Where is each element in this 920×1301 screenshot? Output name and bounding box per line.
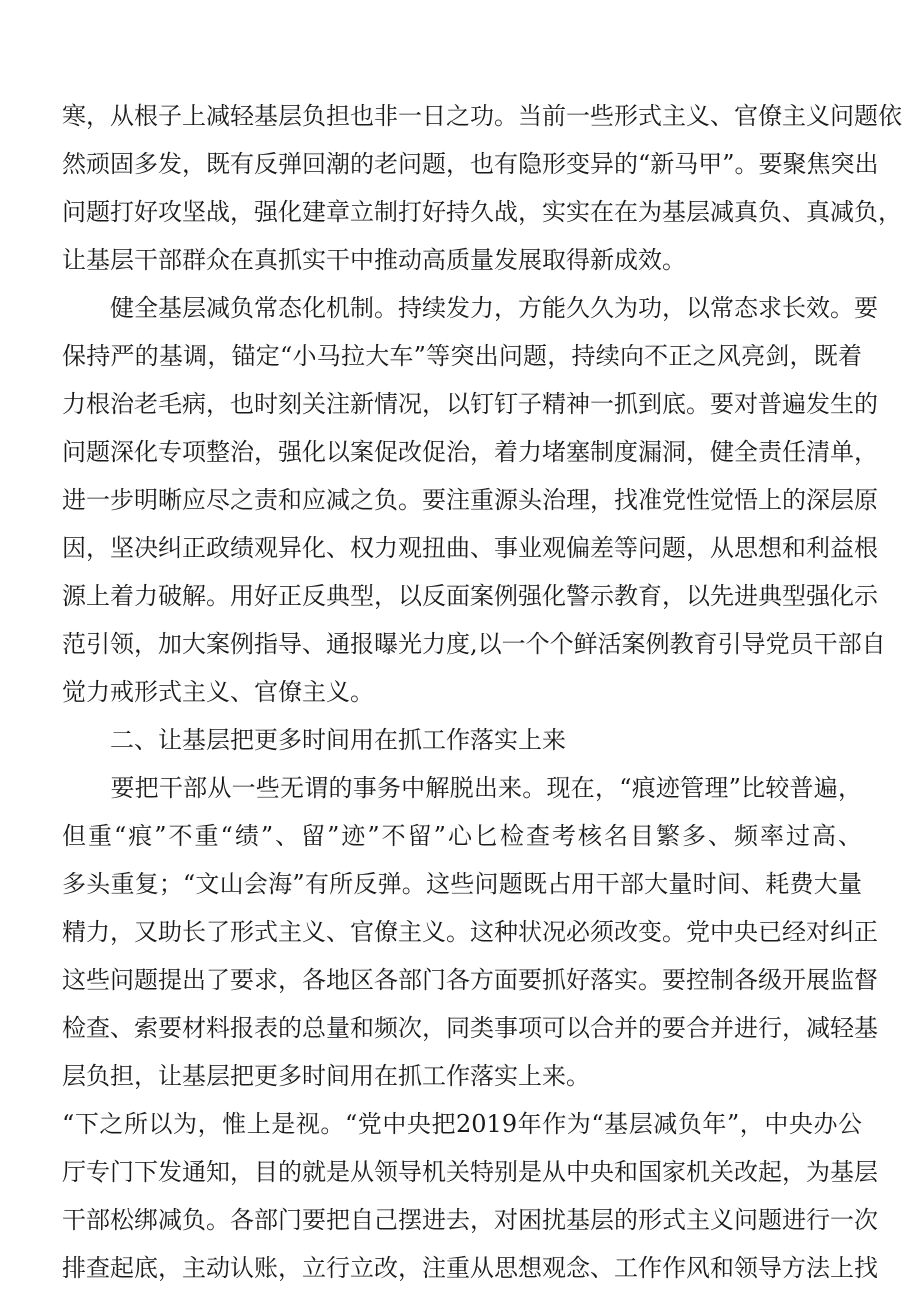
paragraph-4-line: 排查起底，主动认账，立行立改，注重从思想观念、工作作风和领导方法上找: [62, 1254, 878, 1282]
paragraph-2-line: 保持严的基调，锚定“小马拉大车”等突出问题，持续向不正之风亮剑，既着: [62, 342, 862, 370]
paragraph-2-line: 进一步明晰应尽之责和应减之负。要注重源头治理，找准党性觉悟上的深层原: [62, 486, 878, 514]
paragraph-3-line: 这些问题提出了要求，各地区各部门各方面要抓好落实。要控制各级开展监督: [62, 966, 878, 994]
paragraph-2-line: 力根治老毛病，也时刻关注新情况，以钉钉子精神一抓到底。要对普遍发生的: [62, 390, 878, 418]
paragraph-2-line: 问题深化专项整治，强化以案促改促治，着力堵塞制度漏洞，健全责任清单，: [62, 438, 878, 466]
paragraph-1-line: 让基层干部群众在真抓实干中推动高质量发展取得新成效。: [62, 246, 686, 274]
paragraph-3-line: 层负担，让基层把更多时间用在抓工作落实上来。: [62, 1062, 590, 1090]
paragraph-3-line: 要把干部从一些无谓的事务中解脱出来。现在，“痕迹管理”比较普遍，: [62, 774, 862, 802]
paragraph-2-line: 健全基层减负常态化机制。持续发力，方能久久为功，以常态求长效。要: [62, 294, 878, 322]
paragraph-3-line: 多头重复；“文山会海”有所反弹。这些问题既占用干部大量时间、耗费大量: [62, 870, 862, 898]
section-heading: 二、让基层把更多时间用在抓工作落实上来: [62, 726, 566, 754]
paragraph-2-line: 范引领，加大案例指导、通报曝光力度,以一个个鲜活案例教育引导党员干部自: [62, 630, 886, 658]
paragraph-1-line: 然顽固多发，既有反弹回潮的老问题，也有隐形变异的“新马甲”。要聚焦突出: [62, 150, 879, 178]
paragraph-4-line: “下之所以为，惟上是视。“党中央把2019年作为“基层减负年”，中央办公: [62, 1110, 862, 1138]
paragraph-3-line: 精力，又助长了形式主义、官僚主义。这种状况必须改变。党中央已经对纠正: [62, 918, 878, 946]
paragraph-2-line: 觉力戒形式主义、官僚主义。: [62, 678, 374, 706]
paragraph-1-line: 寒，从根子上减轻基层负担也非一日之功。当前一些形式主义、官僚主义问题依: [62, 102, 902, 130]
paragraph-2-line: 源上着力破解。用好正反典型，以反面案例强化警示教育，以先进典型强化示: [62, 582, 878, 610]
paragraph-1-line: 问题打好攻坚战，强化建章立制打好持久战，实实在在为基层减真负、真减负，: [62, 198, 902, 226]
paragraph-2-line: 因，坚决纠正政绩观异化、权力观扭曲、事业观偏差等问题，从思想和利益根: [62, 534, 878, 562]
paragraph-3-line: 检查、索要材料报表的总量和频次，同类事项可以合并的要合并进行，减轻基: [62, 1014, 878, 1042]
paragraph-4-line: 干部松绑减负。各部门要把自己摆进去，对困扰基层的形式主义问题进行一次: [62, 1206, 878, 1234]
document-body: [62, 92, 902, 1292]
paragraph-4-line: 厅专门下发通知，目的就是从领导机关特别是从中央和国家机关改起，为基层: [62, 1158, 878, 1186]
paragraph-3-line: 但重“痕”不重“绩”、留”迹”不留”心匕检查考核名目繁多、频率过高、: [62, 822, 862, 850]
